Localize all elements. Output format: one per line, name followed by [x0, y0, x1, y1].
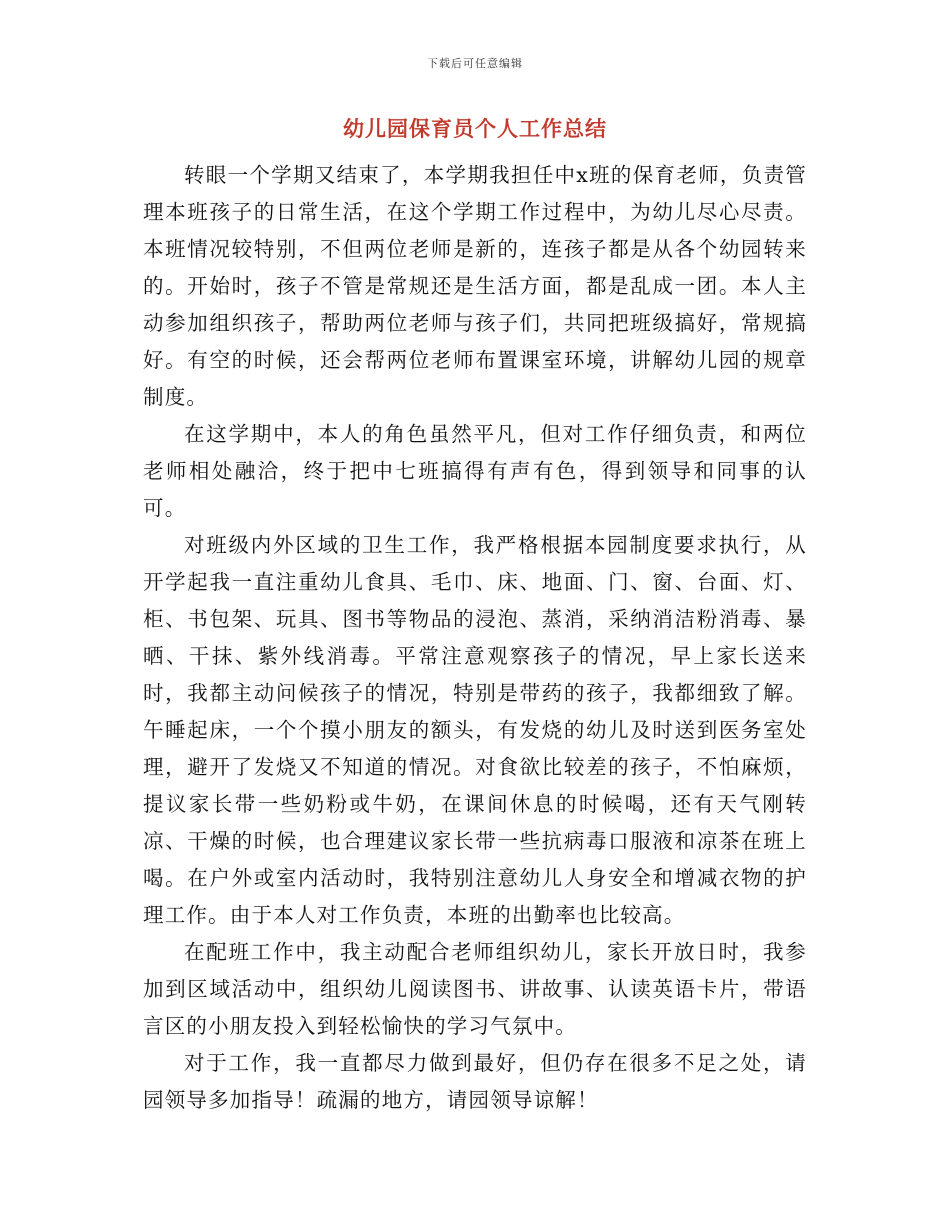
header-note: 下载后可任意编辑 — [427, 57, 523, 70]
document-title: 幼儿园保育员个人工作总结 — [343, 116, 607, 141]
paragraph-closing: 对于工作，我一直都尽力做到最好，但仍存在很多不足之处，请园领导多加指导！疏漏的地方，请园领导谅解！ — [143, 1051, 807, 1112]
paragraph-intro: 转眼一个学期又结束了，本学期我担任中x班的保育老师，负责管理本班孩子的日常生活，在这个学期工作过程中，为幼儿尽心尽责。本班情况较特别，不但两位老师是新的，连孩子都是从各个幼园转来的。开始时，孩子不管是常规还是生活方面，都是乱成一团。本人主动参加组织孩子，帮助两位老师与孩子们，共同把班级搞好，常规搞好。有空的时候，还会帮两位老师布置课室环境，讲解幼儿园的规章制度。 — [143, 163, 807, 409]
paragraph-hygiene: 对班级内外区域的卫生工作，我严格根据本园制度要求执行，从开学起我一直注重幼儿食具、毛巾、床、地面、门、窗、台面、灯、柜、书包架、玩具、图书等物品的浸泡、蒸消，采纳消洁粉消毒、暴晒、干抹、紫外线消毒。平常注意观察孩子的情况，早上家长送来时，我都主动问候孩子的情况，特别是带药的孩子，我都细致了解。午睡起床，一个个摸小朋友的额头，有发烧的幼儿及时送到医务室处理，避开了发烧又不知道的情况。对食欲比较差的孩子，不怕麻烦，提议家长带一些奶粉或牛奶，在课间休息的时候喝，还有天气刚转凉、干燥的时候，也合理建议家长带一些抗病毒口服液和凉茶在班上喝。在户外或室内活动时，我特别注意幼儿人身安全和增减衣物的护理工作。由于本人对工作负责，本班的出勤率也比较高。 — [143, 533, 807, 927]
document-body — [143, 157, 807, 1119]
paragraph-role: 在这学期中，本人的角色虽然平凡，但对工作仔细负责，和两位老师相处融洽，终于把中七班搞得有声有色，得到领导和同事的认可。 — [143, 422, 807, 520]
paragraph-cooperation: 在配班工作中，我主动配合老师组织幼儿，家长开放日时，我参加到区域活动中，组织幼儿阅读图书、讲故事、认读英语卡片，带语言区的小朋友投入到轻松愉快的学习气氛中。 — [143, 940, 807, 1038]
